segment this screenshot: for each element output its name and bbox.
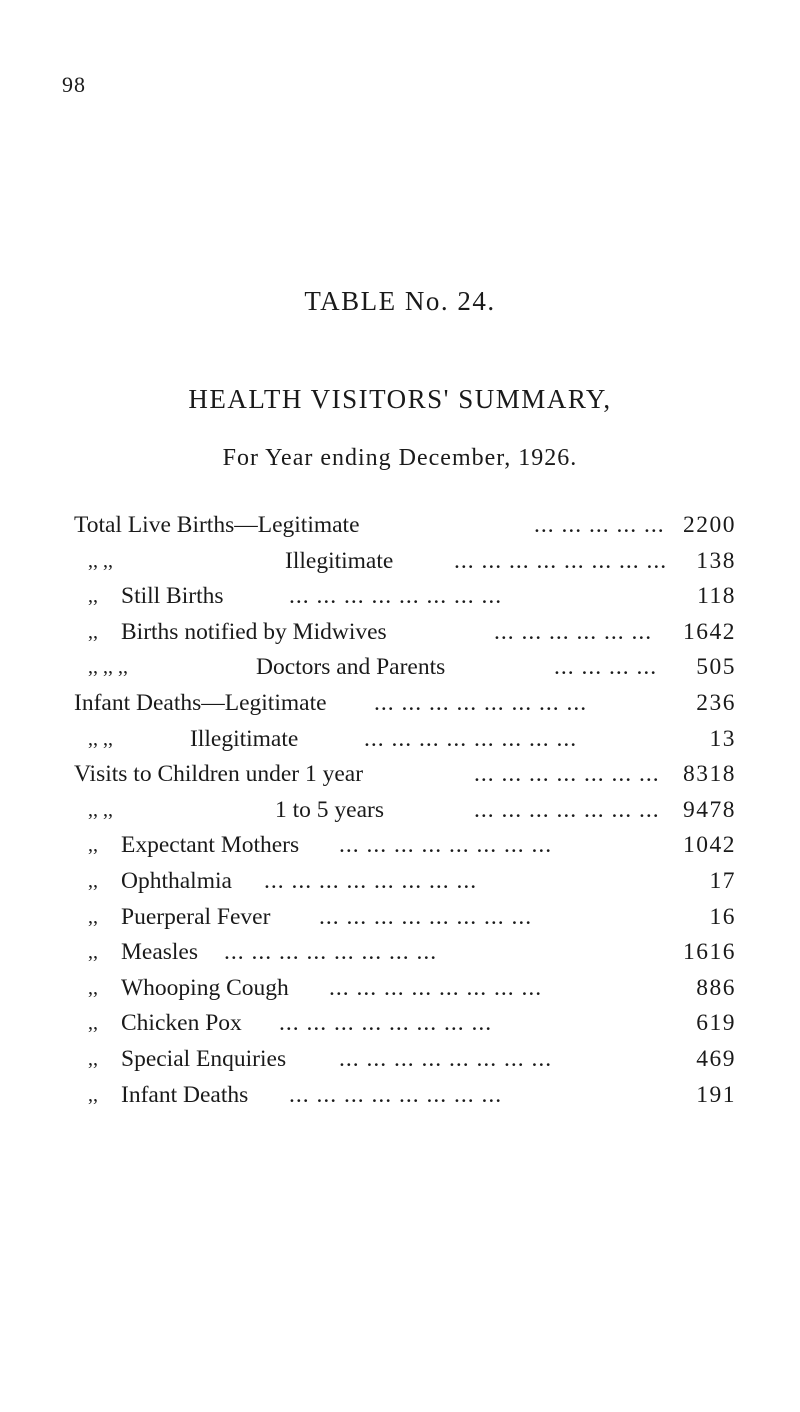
table-row [74, 508, 744, 544]
leader-dots: ... ... ... ... ... ... ... ... [339, 832, 553, 859]
row-value: 619 [696, 1010, 736, 1037]
table-row [74, 544, 744, 580]
ditto-marks: ,, [88, 585, 98, 608]
leader-dots: ... ... ... ... ... ... ... ... [364, 725, 578, 752]
leader-dots: ... ... ... ... ... ... ... ... [289, 583, 503, 610]
row-value: 8318 [683, 761, 736, 788]
table-row [74, 864, 744, 900]
table-row [74, 615, 744, 651]
row-label: Measles [121, 939, 199, 966]
table-row [74, 828, 744, 864]
ditto-marks: ,, ,, ,, [88, 656, 128, 679]
table-row [74, 900, 744, 936]
row-label: Puerperal Fever [121, 903, 271, 930]
leader-dots: ... ... ... ... ... ... [494, 618, 653, 645]
row-label: Ophthalmia [121, 867, 232, 894]
row-label: Whooping Cough [121, 974, 289, 1001]
row-label: Still Births [121, 583, 224, 610]
row-value: 1616 [683, 939, 736, 966]
leader-dots: ... ... ... ... ... [534, 512, 665, 538]
row-value: 886 [696, 974, 736, 1001]
leader-dots: ... ... ... ... ... ... ... ... [454, 547, 668, 574]
row-label: Total Live Births—Legitimate [74, 512, 360, 538]
table-row [74, 971, 744, 1007]
table-row [74, 793, 744, 829]
ditto-marks: ,, ,, [88, 727, 113, 750]
ditto-marks: ,, [88, 976, 98, 999]
ditto-marks: ,, [88, 1047, 98, 1070]
ditto-marks: ,, [88, 905, 98, 928]
row-label: 1 to 5 years [275, 796, 384, 823]
table-row [74, 686, 744, 722]
ditto-marks: ,, ,, [88, 549, 113, 572]
row-label: Special Enquiries [121, 1045, 287, 1072]
row-value: 469 [696, 1045, 736, 1072]
row-value: 138 [696, 547, 736, 574]
row-label: Chicken Pox [121, 1010, 242, 1037]
table-row [74, 935, 744, 971]
ditto-marks: ,, [88, 869, 98, 892]
table-row [74, 1006, 744, 1042]
row-value: 2200 [683, 512, 736, 538]
leader-dots: ... ... ... ... ... ... ... ... [329, 974, 543, 1001]
table-row [74, 757, 744, 793]
ditto-marks: ,, [88, 1012, 98, 1035]
row-value: 16 [709, 903, 736, 930]
row-value: 118 [697, 583, 736, 610]
ditto-marks: ,, ,, [88, 798, 113, 821]
ditto-marks: ,, [88, 1083, 98, 1106]
row-label: Infant Deaths [121, 1081, 249, 1108]
leader-dots: ... ... ... ... ... ... ... [474, 761, 660, 788]
row-value: 1042 [683, 832, 736, 859]
table-row [74, 1042, 744, 1078]
row-label: Visits to Children under 1 year [74, 761, 364, 788]
row-value: 13 [709, 725, 736, 752]
leader-dots: ... ... ... ... ... ... ... ... [264, 867, 478, 894]
row-value: 236 [696, 689, 736, 716]
leader-dots: ... ... ... ... ... ... ... ... [289, 1081, 503, 1108]
row-value: 191 [696, 1081, 736, 1108]
table-row [74, 1078, 744, 1114]
summary-table [74, 508, 744, 1113]
page-number: 98 [62, 72, 86, 97]
row-label: Infant Deaths—Legitimate [74, 689, 327, 716]
leader-dots: ... ... ... ... ... ... ... ... [224, 939, 438, 966]
row-value: 9478 [683, 796, 736, 823]
leader-dots: ... ... ... ... [554, 654, 658, 681]
table-row [74, 722, 744, 758]
leader-dots: ... ... ... ... ... ... ... [474, 796, 660, 823]
table-row [74, 650, 744, 686]
row-label: Births notified by Midwives [121, 618, 387, 645]
ditto-marks: ,, [88, 941, 98, 964]
summary-title: HEALTH VISITORS' SUMMARY, [188, 384, 612, 414]
row-label: Illegitimate [285, 547, 394, 574]
ditto-marks: ,, [88, 834, 98, 857]
row-value: 17 [709, 867, 736, 894]
row-label: Illegitimate [190, 725, 299, 752]
leader-dots: ... ... ... ... ... ... ... ... [319, 903, 533, 930]
leader-dots: ... ... ... ... ... ... ... ... [339, 1045, 553, 1072]
row-label: Expectant Mothers [121, 832, 300, 859]
row-value: 1642 [683, 618, 736, 645]
row-value: 505 [696, 654, 736, 681]
table-title: TABLE No. 24. [304, 286, 496, 316]
ditto-marks: ,, [88, 620, 98, 643]
leader-dots: ... ... ... ... ... ... ... ... [374, 689, 588, 716]
leader-dots: ... ... ... ... ... ... ... ... [279, 1010, 493, 1037]
subtitle: For Year ending December, 1926. [222, 445, 578, 471]
table-row [74, 579, 744, 615]
row-label: Doctors and Parents [256, 654, 446, 681]
